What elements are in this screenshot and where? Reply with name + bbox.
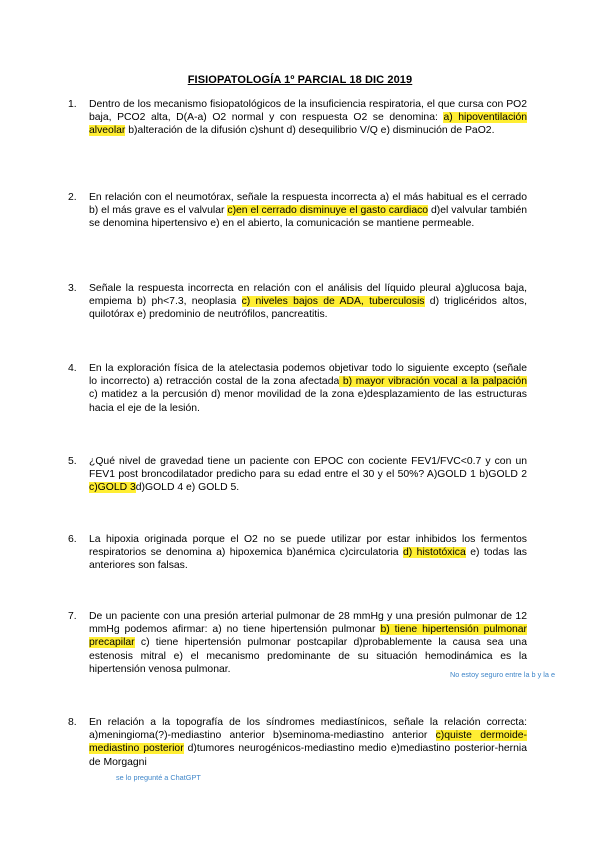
- question-text-part: d)GOLD 4 e) GOLD 5.: [135, 482, 240, 494]
- question-number: 4.: [68, 363, 77, 374]
- highlighted-answer: b) mayor vibración vocal a la palpación: [339, 376, 527, 388]
- question-text-part: ¿Qué nivel de gravedad tiene un paciente con EPOC con cociente FEV1/FVC<0.7 y con un FEV1 post broncodilatador predicho para su edad entre el 30 y el 50%? A)GOLD 1 b)GOLD 2: [89, 456, 527, 481]
- question-text-part: Señale la respuesta incorrecta en relación con el análisis del líquido pleural a)glucosa baja, empiema b) ph<7.3, neoplasia: [89, 283, 527, 308]
- question-number: 3.: [68, 283, 77, 294]
- question-7: [68, 610, 527, 676]
- question-5: [68, 455, 527, 495]
- highlighted-answer: c)quiste dermoide-mediastino posterior: [89, 730, 527, 755]
- highlighted-answer: c) niveles bajos de ADA, tuberculosis: [241, 296, 425, 308]
- question-text-part: b)alteración de la difusión c)shunt d) desequilibrio V/Q e) disminución de PaO2.: [125, 125, 495, 137]
- question-1: [68, 98, 528, 138]
- question-text: [89, 282, 527, 322]
- question-text-part: En relación con el neumotórax, señale la respuesta incorrecta a) el más habitual es el cerrado b) el más grave es el valvular: [89, 192, 527, 217]
- question-text-part: e) todas las anteriores son falsas.: [89, 547, 527, 572]
- question-8: [68, 716, 527, 769]
- question-text: [89, 98, 527, 138]
- question-text-part: c) tiene hipertensión pulmonar postcapilar d)probablemente la causa sea una estenosis mitral e) el mecanismo predominante de su situación hemodinámica es la hipertensión venosa pulmonar.: [89, 637, 527, 675]
- question-text-part: d)el valvular también se denomina hipertensivo e) en el abierto, la comunicación se mantiene permeable.: [89, 205, 527, 230]
- question-number: 5.: [68, 456, 77, 467]
- question-text-part: Dentro de los mecanismo fisiopatológicos de la insuficiencia respiratoria, el que cursa con PO2 baja, PCO2 alta, D(A-a) O2 normal y con respuesta O2 se denomina:: [89, 99, 527, 124]
- question-number: 2.: [68, 192, 77, 203]
- question-6: [68, 533, 527, 573]
- question-text: [89, 610, 527, 676]
- question-text-part: d)tumores neurogénicos-mediastino medio e)mediastino posterior-hernia de Morgagni: [89, 743, 527, 768]
- question-4: [68, 362, 527, 415]
- highlighted-answer: b) tiene hipertensión pulmonar precapilar: [89, 624, 527, 649]
- highlighted-answer: a) hipoventilación alveolar: [89, 112, 528, 137]
- question-2: [68, 191, 527, 231]
- question-number: 8.: [68, 717, 77, 728]
- question-number: 7.: [68, 611, 77, 622]
- question-text: [89, 716, 527, 769]
- comment-note-q8: se lo pregunté a ChatGPT: [116, 773, 201, 782]
- question-text: [89, 533, 527, 573]
- highlighted-answer: d) histotóxica: [403, 547, 466, 559]
- question-text-part: La hipoxia originada porque el O2 no se puede utilizar por estar inhibidos los fermentos respiratorios se denomina a) hipoxemica b)anémica c)circulatoria: [89, 534, 527, 559]
- highlighted-answer: c)GOLD 3: [89, 482, 136, 494]
- highlighted-answer: c)en el cerrado disminuye el gasto cardiaco: [227, 205, 429, 217]
- question-number: 6.: [68, 534, 77, 545]
- question-text-part: d) triglicéridos altos, quilotórax e) predominio de neutrófilos, pancreatitis.: [89, 296, 527, 321]
- question-text: [89, 191, 527, 231]
- question-text-part: c) matidez a la percusión d) menor movilidad de la zona e)desplazamiento de las estructuras hacia el eje de la lesión.: [89, 389, 527, 414]
- question-3: [68, 282, 527, 322]
- question-text: [89, 455, 527, 495]
- question-number: 1.: [68, 99, 77, 110]
- question-text-part: En relación a la topografía de los síndromes mediastínicos, señale la relación correcta: a)meningioma(?)-mediastino anterior b)seminoma-mediastino anterior: [89, 717, 527, 742]
- question-text-part: De un paciente con una presión arterial pulmonar de 28 mmHg y una presión pulmonar de 12 mmHg podemos afirmar: a) no tiene hipertensión pulmonar: [89, 611, 527, 636]
- question-text-part: En la exploración física de la atelectasia podemos objetivar todo lo siguiente excepto (señale lo incorrecto) a) retracción costal de la zona afectada: [89, 363, 527, 388]
- question-text: [89, 362, 527, 415]
- comment-note-q7: No estoy seguro entre la b y la e: [450, 670, 556, 679]
- page-title: FISIOPATOLOGÍA 1º PARCIAL 18 DIC 2019: [187, 74, 413, 86]
